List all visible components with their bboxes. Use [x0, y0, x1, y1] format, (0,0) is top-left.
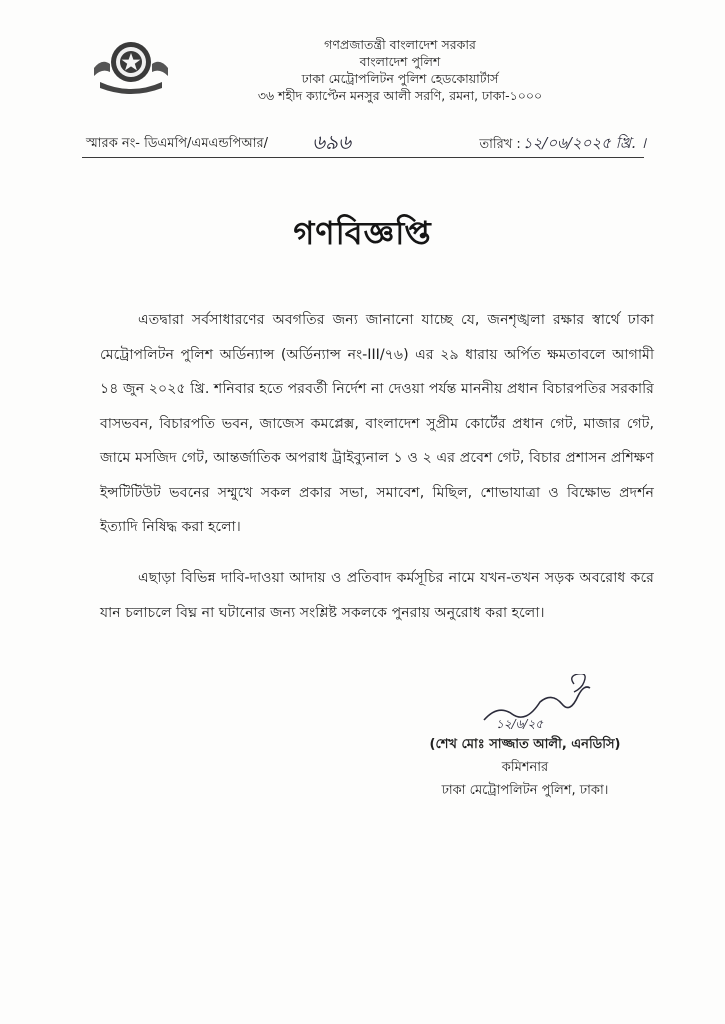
date-field — [479, 132, 646, 157]
signature-date: ১২/৬/২৫ — [496, 717, 544, 730]
date-value: ১২/০৬/২০২৫ খ্রি. । — [522, 134, 646, 152]
office-header — [180, 36, 620, 104]
header-address: ৩৬ শহীদ ক্যাপ্টেন মনসুর আলী সরণি, রমনা, ঢাকা-১০০০ — [257, 88, 543, 103]
signatory-title: কমিশনার — [501, 760, 549, 775]
notice-title: গণবিজ্ঞপ্তি — [293, 214, 432, 252]
dmp-logo-emblem — [92, 38, 170, 96]
notice-paragraph-1: এতদ্বারা সর্বসাধারণের অবগতির জন্য জানানো যাচ্ছে যে, জনশৃঙ্খলা রক্ষার স্বার্থে ঢাকা মেট্রোপলিটন পুলিশ অর্ডিন্যান্স (অর্ডিন্যান্স নং-III/৭৬) এর ২৯ ধারায় অর্পিত ক্ষমতাবলে আগামী ১৪ জুন ২০২৫ খ্রি. শনিবার হতে পরবর্তী নির্দেশ না দেওয়া পর্যন্ত মাননীয় প্রধান বিচারপতির সরকারি বাসভবন, বিচারপতি ভবন, জাজেস কমপ্লেক্স, বাংলাদেশ সুপ্রীম কোর্টের প্রধান গেট, মাজার গেট, জামে মসজিদ গেট, আন্তর্জাতিক অপরাধ ট্রাইব্যুনাল ১ ও ২ এর প্রবেশ গেট, বিচার প্রশাসন প্রশিক্ষণ ইন্সটিটিউট ভবনের সম্মুখে সকল প্রকার সভা, সমাবেশ, মিছিল, শোভাযাত্রা ও বিক্ষোভ প্রদর্শন ইত্যাদি নিষিদ্ধ করা হলো। — [100, 312, 654, 535]
memo-row — [86, 126, 646, 156]
signatory-block — [410, 733, 640, 802]
header-police: বাংলাদেশ পুলিশ — [359, 54, 441, 69]
memo-number: ৬৯৬ — [312, 130, 351, 154]
handwritten-signature — [478, 674, 618, 730]
notice-paragraph-2: এছাড়া বিভিন্ন দাবি-দাওয়া আদায় ও প্রতিবাদ কর্মসূচির নামে যখন-তখন সড়ক অবরোধ করে যান চলাচলে বিঘ্ন না ঘটানোর জন্য সংশ্লিষ্ট সকলকে পুনরায় অনুরোধ করা হলো। — [100, 570, 654, 621]
date-label: তারিখ : — [479, 137, 521, 152]
signatory-office: ঢাকা মেট্রোপলিটন পুলিশ, ঢাকা। — [441, 783, 609, 798]
header-dmp-hq: ঢাকা মেট্রোপলিটন পুলিশ হেডকোয়ার্টার্স — [301, 71, 499, 86]
header-divider — [82, 157, 644, 158]
signatory-name: (শেখ মোঃ সাজ্জাত আলী, এনডিসি) — [429, 737, 621, 752]
memo-label: স্মারক নং- ডিএমপি/এমএন্ডপিআর/ — [86, 136, 269, 151]
header-government: গণপ্রজাতন্ত্রী বাংলাদেশ সরকার — [324, 37, 476, 52]
